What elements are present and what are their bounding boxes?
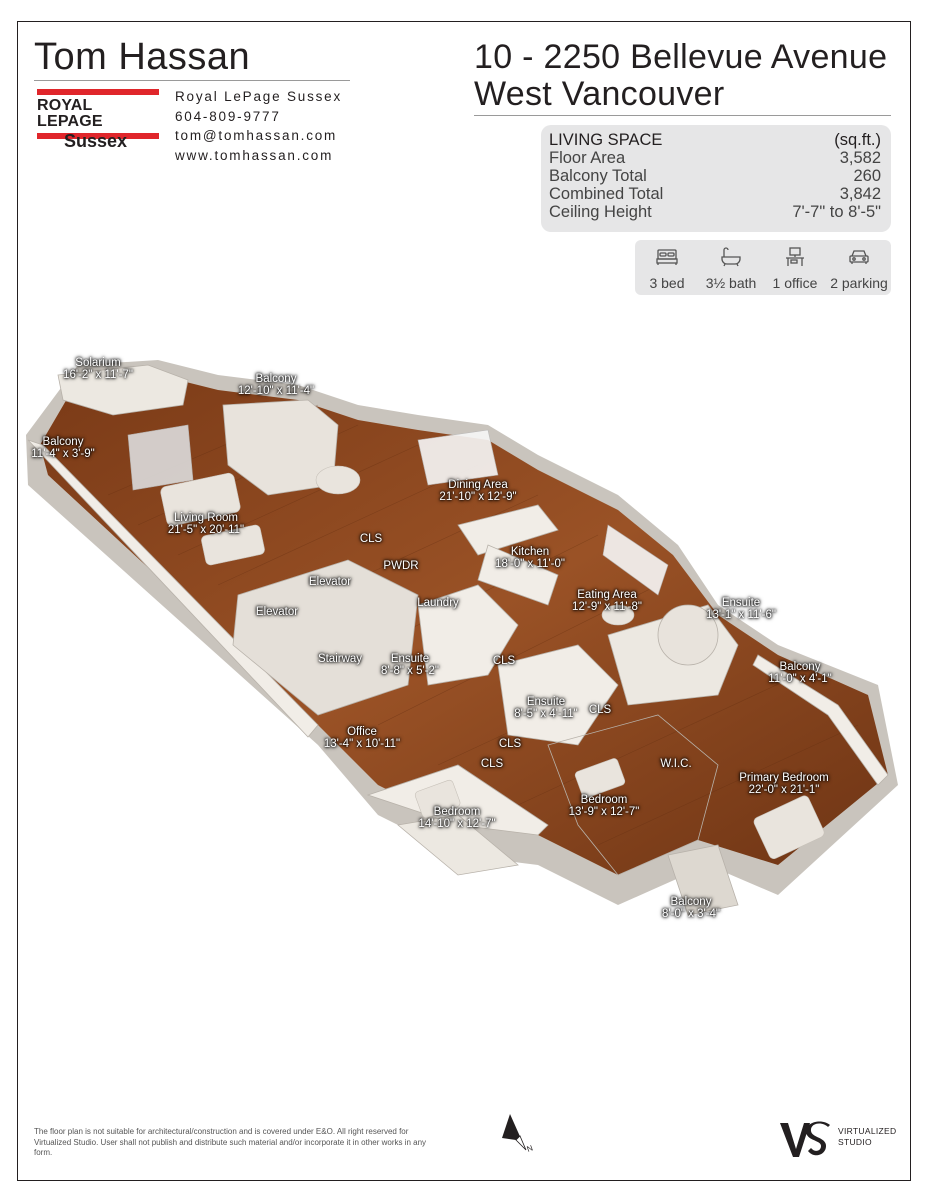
ceiling-height-value: 7'-7" to 8'-5" xyxy=(792,203,881,221)
combined-total-value: 3,842 xyxy=(839,185,881,203)
office-icon xyxy=(783,245,807,269)
room-balcony-primary xyxy=(768,661,831,685)
feature-bathrooms xyxy=(699,240,763,295)
room-name: CLS xyxy=(492,655,516,667)
logo-sussex: Sussex xyxy=(64,131,128,151)
room-office xyxy=(324,726,400,750)
room-name: Elevator xyxy=(255,606,299,618)
room-wic xyxy=(660,758,691,770)
room-size: 13'-4" x 10'-11" xyxy=(323,738,401,750)
room-size: 21'-10" x 12'-9" xyxy=(439,491,517,503)
room-pwdr xyxy=(383,560,418,572)
room-name: Balcony xyxy=(779,661,821,673)
floor-area-value: 3,582 xyxy=(839,149,881,167)
feature-parking-label: 2 parking xyxy=(830,275,888,291)
floor-plan-drawing xyxy=(18,345,910,945)
room-size: 11'-4" x 3'-9" xyxy=(31,448,95,460)
room-elevator-1 xyxy=(309,576,351,588)
studio-line-1: VIRTUALIZED xyxy=(838,1126,897,1136)
room-name: Ensuite xyxy=(390,653,430,665)
room-cls-4 xyxy=(499,738,521,750)
room-name: Solarium xyxy=(75,357,121,369)
north-arrow-icon xyxy=(498,1110,540,1155)
address-divider xyxy=(474,115,891,116)
room-ensuite-office xyxy=(381,653,439,677)
room-name: Balcony xyxy=(42,436,84,448)
room-name: Office xyxy=(347,726,377,738)
virtualized-studio-name xyxy=(838,1126,896,1148)
feature-bedrooms xyxy=(635,240,699,295)
room-balcony-fireplace xyxy=(238,373,314,397)
feature-office xyxy=(763,240,827,295)
room-size: 8'-8" x 5'-2" xyxy=(381,665,439,677)
agent-website[interactable]: www.tomhassan.com xyxy=(175,147,334,163)
logo-wordmark: ROYAL LEPAGE xyxy=(37,97,103,130)
address-line-2: West Vancouver xyxy=(474,75,725,113)
living-space-heading: LIVING SPACE xyxy=(549,131,663,149)
room-name: Ensuite xyxy=(526,696,566,708)
room-balcony-bedroom xyxy=(662,896,720,920)
feature-bath-label: 3½ bath xyxy=(705,275,757,291)
floor-plan-3d xyxy=(18,345,910,945)
room-name: Stairway xyxy=(317,653,363,665)
room-kitchen xyxy=(495,546,565,570)
agent-divider xyxy=(34,80,350,81)
room-ensuite-bedroom xyxy=(514,696,577,720)
balcony-total-label: Balcony Total xyxy=(549,167,647,185)
room-stairway xyxy=(318,653,362,665)
room-name: Balcony xyxy=(670,896,712,908)
room-living-room xyxy=(168,512,244,536)
room-laundry xyxy=(417,597,459,609)
living-space-unit: (sq.ft.) xyxy=(834,131,881,149)
room-name: CLS xyxy=(588,704,612,716)
feature-bed-label: 3 bed xyxy=(649,275,685,291)
virtualized-studio-logo-icon xyxy=(780,1121,832,1159)
balcony-total-value: 260 xyxy=(853,167,881,185)
room-name: Ensuite xyxy=(721,597,761,609)
room-name: CLS xyxy=(480,758,504,770)
room-size: 18'-0" x 11'-0" xyxy=(495,558,565,570)
room-size: 13'-9" x 12'-7" xyxy=(568,806,640,818)
room-name: CLS xyxy=(359,533,383,545)
bath-icon xyxy=(719,245,743,269)
room-size: 8'-5" x 4'-11" xyxy=(514,708,578,720)
room-size: 8'-0" x 3'-4" xyxy=(662,908,720,920)
car-icon xyxy=(847,245,871,269)
room-size: 22'-0" x 21'-1" xyxy=(748,784,820,796)
combined-total-label: Combined Total xyxy=(549,185,664,203)
room-primary-bedroom xyxy=(739,772,828,796)
room-name: PWDR xyxy=(383,560,419,572)
room-name: Laundry xyxy=(417,597,459,609)
property-address xyxy=(474,39,887,113)
room-name: Living Room xyxy=(174,512,238,524)
agent-name: Tom Hassan xyxy=(34,36,251,78)
room-balcony-solarium xyxy=(31,436,94,460)
room-name: Bedroom xyxy=(433,806,481,818)
agent-contact xyxy=(175,87,342,165)
room-size: 16'-2" x 11'-7" xyxy=(63,369,133,381)
room-name: Eating Area xyxy=(577,589,637,601)
room-name: Balcony xyxy=(255,373,297,385)
room-cls-5 xyxy=(481,758,503,770)
room-cls-1 xyxy=(360,533,382,545)
svg-text:N: N xyxy=(525,1143,535,1154)
room-name: Dining Area xyxy=(448,479,508,491)
room-size: 21'-5" x 20'-11" xyxy=(167,524,245,536)
feature-office-label: 1 office xyxy=(772,275,818,291)
room-eating-area xyxy=(572,589,642,613)
room-name: W.I.C. xyxy=(660,758,692,770)
bed-icon xyxy=(655,245,679,269)
room-cls-3 xyxy=(589,704,611,716)
ceiling-height-label: Ceiling Height xyxy=(549,203,652,221)
living-space-panel xyxy=(541,125,891,232)
brokerage-name: Royal LePage Sussex xyxy=(175,89,343,104)
room-name: Kitchen xyxy=(510,546,550,558)
disclaimer-text: The floor plan is not suitable for architectural/construction and is covered under E&O. All right reserved for Virtualized Studio. User shall not publish and distribute such material and/or incorporate it in other works in any form. xyxy=(34,1127,427,1157)
room-size: 12'-10" x 11'-4" xyxy=(237,385,315,397)
room-elevator-2 xyxy=(256,606,298,618)
room-solarium xyxy=(63,357,133,381)
room-ensuite-primary xyxy=(706,597,776,621)
feature-parking xyxy=(827,240,891,295)
room-name: Elevator xyxy=(308,576,352,588)
features-panel xyxy=(635,240,891,295)
room-size: 14'-10" x 12'-7" xyxy=(418,818,496,830)
room-size: 11'-0" x 4'-1" xyxy=(768,673,832,685)
room-name: Primary Bedroom xyxy=(739,772,829,784)
room-name: Bedroom xyxy=(580,794,628,806)
room-size: 12'-9" x 11'-8" xyxy=(572,601,642,613)
room-bedroom-2 xyxy=(569,794,640,818)
room-cls-2 xyxy=(493,655,515,667)
address-line-1: 10 - 2250 Bellevue Avenue xyxy=(474,38,888,76)
royal-lepage-logo xyxy=(37,89,159,151)
studio-line-2: STUDIO xyxy=(838,1137,872,1147)
floor-area-label: Floor Area xyxy=(549,149,626,167)
room-name: CLS xyxy=(498,738,522,750)
agent-phone[interactable]: 604-809-9777 xyxy=(175,108,281,124)
room-size: 13'-1" x 11'-6" xyxy=(706,609,776,621)
room-dining-area xyxy=(439,479,516,503)
room-bedroom-3 xyxy=(418,806,495,830)
agent-email[interactable]: tom@tomhassan.com xyxy=(175,128,338,143)
